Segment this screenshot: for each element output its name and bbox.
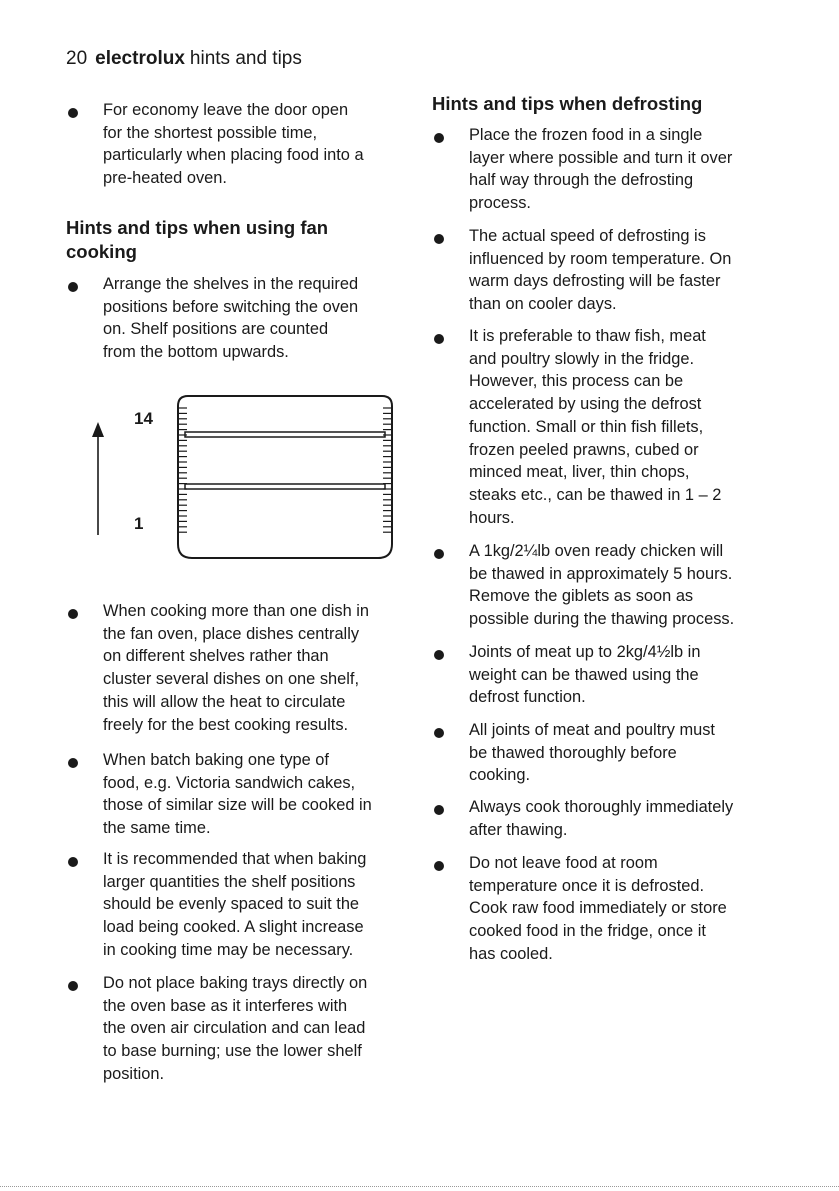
bullet-text: All joints of meat and poultry must be thawed thoroughly before cooking. xyxy=(469,721,715,785)
bullet-icon xyxy=(68,282,78,292)
bullet-text: A 1kg/2¼lb oven ready chicken will be thawed in approximately 5 hours. Remove the giblets as soon as possible during the thawing process. xyxy=(469,542,735,629)
defrosting-heading: Hints and tips when defrosting xyxy=(432,93,703,114)
bullet-text: The actual speed of defrosting is influenced by room temperature. On warm days defrosting will be faster than on cooler days. xyxy=(469,227,732,314)
lower-shelf xyxy=(185,484,385,489)
bullet-text: Always cook thoroughly immediately after thawing. xyxy=(469,798,734,839)
bullet-icon xyxy=(434,650,444,660)
oven-cavity-outline xyxy=(178,396,392,558)
bullet-text: Arrange the shelves in the required positions before switching the oven on. Shelf positions are counted from the bottom upwards. xyxy=(103,275,359,362)
list-item xyxy=(66,600,411,736)
list-item xyxy=(432,225,777,316)
bullet-text: Do not leave food at room temperature once it is defrosted. Cook raw food immediately or store cooked food in the fridge, once it has cooled. xyxy=(469,854,727,963)
bullet-icon xyxy=(434,805,444,815)
right-shelf-runner xyxy=(383,408,392,532)
bullet-icon xyxy=(68,609,78,619)
section-title: hints and tips xyxy=(189,48,302,69)
list-item xyxy=(66,848,411,962)
bullet-text: When cooking more than one dish in the fan oven, place dishes centrally on different shelves rather than cluster several dishes on one shelf, this will allow the heat to circulate freely for the best cooking results. xyxy=(103,602,370,734)
bullet-text: It is recommended that when baking larger quantities the shelf positions should be evenly spaced to suit the load being cooked. A slight increase in cooking time may be necessary. xyxy=(103,850,367,959)
left-shelf-runner xyxy=(178,408,187,532)
bullet-icon xyxy=(434,549,444,559)
list-item xyxy=(432,325,777,529)
list-item xyxy=(66,99,411,190)
list-item xyxy=(66,749,411,840)
bullet-icon xyxy=(68,857,78,867)
bullet-text: Place the frozen food in a single layer where possible and turn it over half way through the defrosting process. xyxy=(469,126,733,213)
page-header xyxy=(66,47,302,71)
brand-name: electrolux xyxy=(95,48,185,69)
bullet-icon xyxy=(68,758,78,768)
list-item xyxy=(432,719,777,787)
page-edge-divider xyxy=(0,1186,839,1187)
bottom-shelf-label: 1 xyxy=(134,514,144,533)
bullet-text: It is preferable to thaw fish, meat and poultry slowly in the fridge. However, this process can be accelerated by using the defrost function. Small or thin fish fillets, frozen peeled prawns, cubed or minced meat, liver, thin chops, steaks etc., can be thawed in 1 – 2 hours. xyxy=(469,327,722,527)
bullet-icon xyxy=(68,981,78,991)
bullet-icon xyxy=(434,334,444,344)
top-shelf-label: 14 xyxy=(134,409,153,428)
list-item xyxy=(432,852,777,966)
shelf-position-diagram xyxy=(66,380,411,580)
page-number: 20 xyxy=(66,48,88,69)
bullet-text: Do not place baking trays directly on the oven base as it interferes with the oven air circulation and can lead to base burning; use the lower shelf position. xyxy=(103,974,368,1083)
list-item xyxy=(432,641,777,709)
fan-cooking-heading: Hints and tips when using fan cooking xyxy=(66,217,329,262)
bullet-icon xyxy=(68,108,78,118)
upper-shelf xyxy=(185,432,385,437)
bullet-icon xyxy=(434,234,444,244)
bullet-text: When batch baking one type of food, e.g. Victoria sandwich cakes, those of similar size will be cooked in the same time. xyxy=(103,751,372,838)
list-item xyxy=(66,972,411,1086)
list-item xyxy=(66,273,411,364)
list-item xyxy=(432,540,777,631)
oven-shelf-diagram xyxy=(66,380,411,580)
bullet-icon xyxy=(434,133,444,143)
bullet-text: For economy leave the door open for the shortest possible time, particularly when placing food into a pre-heated oven. xyxy=(103,101,364,188)
bullet-text: Joints of meat up to 2kg/4½lb in weight can be thawed using the defrost function. xyxy=(469,643,701,707)
upward-arrow-icon xyxy=(92,422,104,437)
list-item xyxy=(432,124,777,215)
list-item xyxy=(432,796,777,841)
bullet-icon xyxy=(434,728,444,738)
bullet-icon xyxy=(434,861,444,871)
